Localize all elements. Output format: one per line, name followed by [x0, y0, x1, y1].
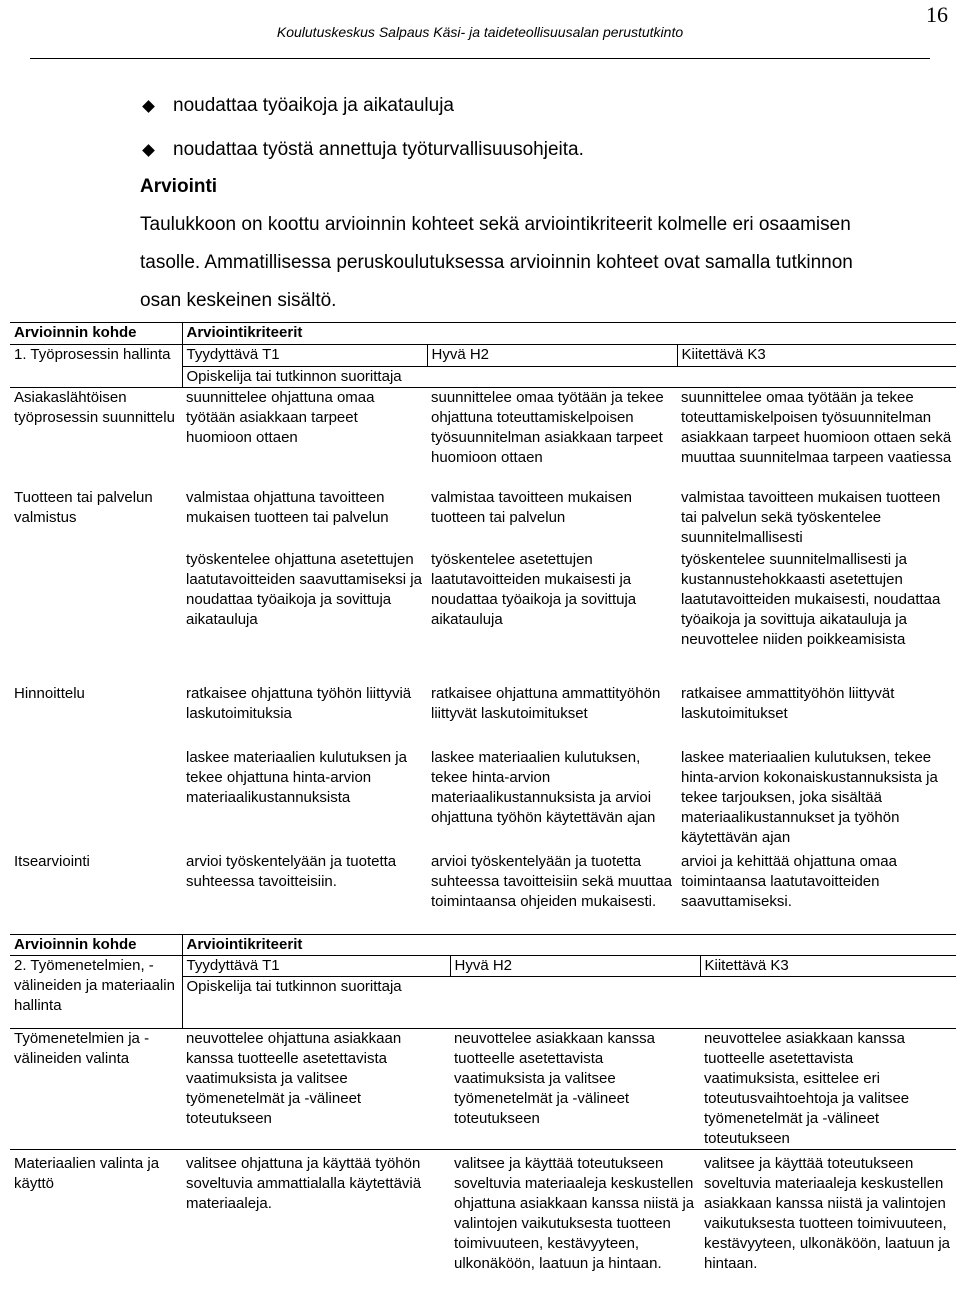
level-h2: Hyvä H2: [450, 956, 700, 977]
criteria-cell: arvioi ja kehittää ohjattuna omaa toimintaansa laatutavoitteiden saavuttamiseksi.: [681, 852, 897, 910]
level-k3: Kiitettävä K3: [700, 956, 956, 977]
criteria-cell: valitsee ja käyttää toteutukseen soveltuvia materiaaleja keskustellen ohjattuna asiakkaan kanssa niistä ja valintojen vaikutuksesta tuotteen toimivuuteen, kestävyyteen, ulkonäköön, laatuun ja hintaan.: [450, 1150, 700, 1290]
criteria-cell: valmistaa tavoitteen mukaisen tuotteen tai palvelun: [431, 488, 632, 526]
target-cell: Asiakaslähtöisen työprosessin suunnittelu: [10, 388, 182, 488]
criteria-cell: työskentelee ohjattuna asetettujen laatutavoitteiden saavuttamiseksi ja noudattaa työaikoja ja sovittuja aikatauluja: [186, 550, 422, 628]
level-t1: Tyydyttävä T1: [182, 956, 450, 977]
criteria-cell: arvioi työskentelyään ja tuotetta suhteessa tavoitteisiin sekä muuttaa toimintaansa ohjeiden mukaisesti.: [431, 852, 672, 910]
group-label: 2. Työmenetelmien, -välineiden ja materiaalin hallinta: [10, 956, 182, 1029]
criteria-cell: työskentelee asetettujen laatutavoitteiden mukaisesti ja noudattaa työaikoja ja sovittuja aikatauluja: [431, 550, 637, 628]
criteria-cell: laskee materiaalien kulutuksen, tekee hinta-arvion kokonaiskustannuksista ja tekee tarjouksen, joka sisältää materiaalikustannukset ja työhön käytettävän ajan: [681, 748, 938, 846]
criteria-cell: valmistaa tavoitteen mukaisen tuotteen tai palvelun sekä työskentelee suunnitelmallisesti: [681, 488, 941, 546]
performer-label: Opiskelija tai tutkinnon suorittaja: [182, 977, 956, 1029]
criteria-cell: neuvottelee asiakkaan kanssa tuotteelle asetettavista vaatimuksista ja valitsee työmenetelmät ja -välineet toteutukseen: [450, 1029, 700, 1150]
criteria-cell: neuvottelee asiakkaan kanssa tuotteelle asetettavista vaatimuksista, esittelee eri toteutusvaihtoehtoja ja valitsee työmenetelmät ja -välineet toteutukseen: [700, 1029, 956, 1150]
target-cell: Itsearviointi: [14, 852, 90, 870]
assessment-table-1: [10, 322, 956, 932]
criteria-cell: laskee materiaalien kulutuksen ja tekee ohjattuna hinta-arvion materiaalikustannuksista: [186, 748, 407, 806]
target-cell: Tuotteen tai palvelun valmistus: [14, 488, 153, 526]
criteria-cell: työskentelee suunnitelmallisesti ja kustannustehokkaasti asetettujen laatutavoitteiden mukaisesti, noudattaa työaikoja ja sovittuja aikatauluja ja neuvottelee niiden poikkeamisista: [681, 550, 941, 648]
diamond-bullet-icon: [142, 100, 155, 113]
criteria-cell: arvioi työskentelyään ja tuotetta suhteessa tavoitteisiin.: [186, 852, 397, 890]
performer-label: Opiskelija tai tutkinnon suorittaja: [182, 367, 956, 388]
group-label: 1. Työprosessin hallinta: [10, 345, 182, 388]
criteria-cell: suunnittelee omaa työtään ja tekee ohjattuna toteuttamiskelpoisen työsuunnitelman asiakkaan tarpeet huomioon ottaen: [427, 388, 677, 488]
criteria-cell: suunnittelee omaa työtään ja tekee toteuttamiskelpoisen työsuunnitelman asiakkaan tarpeet huomioon ottaen sekä muuttaa suunnitelmaa tarpeen vaatiessa: [677, 388, 956, 488]
target-cell: Hinnoittelu: [14, 684, 85, 702]
list-item: noudattaa työstä annettuja työturvallisuusohjeita.: [140, 128, 584, 172]
criteria-cell: valmistaa ohjattuna tavoitteen mukaisen tuotteen tai palvelun: [186, 488, 389, 526]
page-number: 16: [926, 2, 948, 27]
level-t1: Tyydyttävä T1: [182, 345, 427, 367]
level-k3: Kiitettävä K3: [677, 345, 956, 367]
diamond-bullet-icon: [142, 144, 155, 157]
criteria-cell: ratkaisee ohjattuna ammattityöhön liittyvät laskutoimitukset: [431, 684, 661, 722]
target-cell: Työmenetelmien ja -välineiden valinta: [10, 1029, 182, 1150]
level-h2: Hyvä H2: [427, 345, 677, 367]
criteria-cell: neuvottelee ohjattuna asiakkaan kanssa tuotteelle asetettavista vaatimuksista ja valitsee työmenetelmät ja -välineet toteutukseen: [182, 1029, 450, 1150]
criteria-cell: valitsee ja käyttää toteutukseen soveltuvia materiaaleja keskustellen asiakkaan kanssa niistä ja valintojen vaikutuksesta tuotteen toimivuuteen, kestävyyteen, ulkonäköön, laatuun ja hintaan.: [700, 1150, 956, 1290]
table-header-criteria: Arviointikriteerit: [182, 935, 956, 956]
bullet-list: [140, 84, 584, 172]
target-cell: Materiaalien valinta ja käyttö: [10, 1150, 182, 1290]
list-item: noudattaa työaikoja ja aikatauluja: [140, 84, 584, 128]
assessment-table-2: [10, 934, 956, 1290]
criteria-cell: valitsee ohjattuna ja käyttää työhön soveltuvia ammattialalla käytettäviä materiaaleja.: [182, 1150, 450, 1290]
document-header: Koulutuskeskus Salpaus Käsi- ja taideteollisuusalan perustutkinto: [276, 24, 684, 40]
criteria-cell: ratkaisee ohjattuna työhön liittyviä laskutoimituksia: [186, 684, 412, 722]
table-header-target: Arvioinnin kohde: [10, 323, 182, 345]
criteria-cell: suunnittelee ohjattuna omaa työtään asiakkaan tarpeet huomioon ottaen: [182, 388, 427, 488]
criteria-cell: laskee materiaalien kulutuksen, tekee hinta-arvion materiaalikustannuksista ja arvioi ohjattuna työhön käytettävän ajan: [431, 748, 656, 826]
header-divider: [30, 58, 930, 59]
table-header-target: Arvioinnin kohde: [10, 935, 182, 956]
criteria-cell: ratkaisee ammattityöhön liittyvät laskutoimitukset: [681, 684, 895, 722]
intro-paragraph: Taulukkoon on koottu arvioinnin kohteet sekä arviointikriteerit kolmelle eri osaamisen tasolle. Ammatillisessa peruskoulutuksessa arvioinnin kohteet ovat samalla tutkinnon osan keskeinen sisältö.: [140, 214, 853, 311]
table-header-criteria: Arviointikriteerit: [182, 323, 956, 345]
section-title: Arviointi: [140, 176, 218, 197]
